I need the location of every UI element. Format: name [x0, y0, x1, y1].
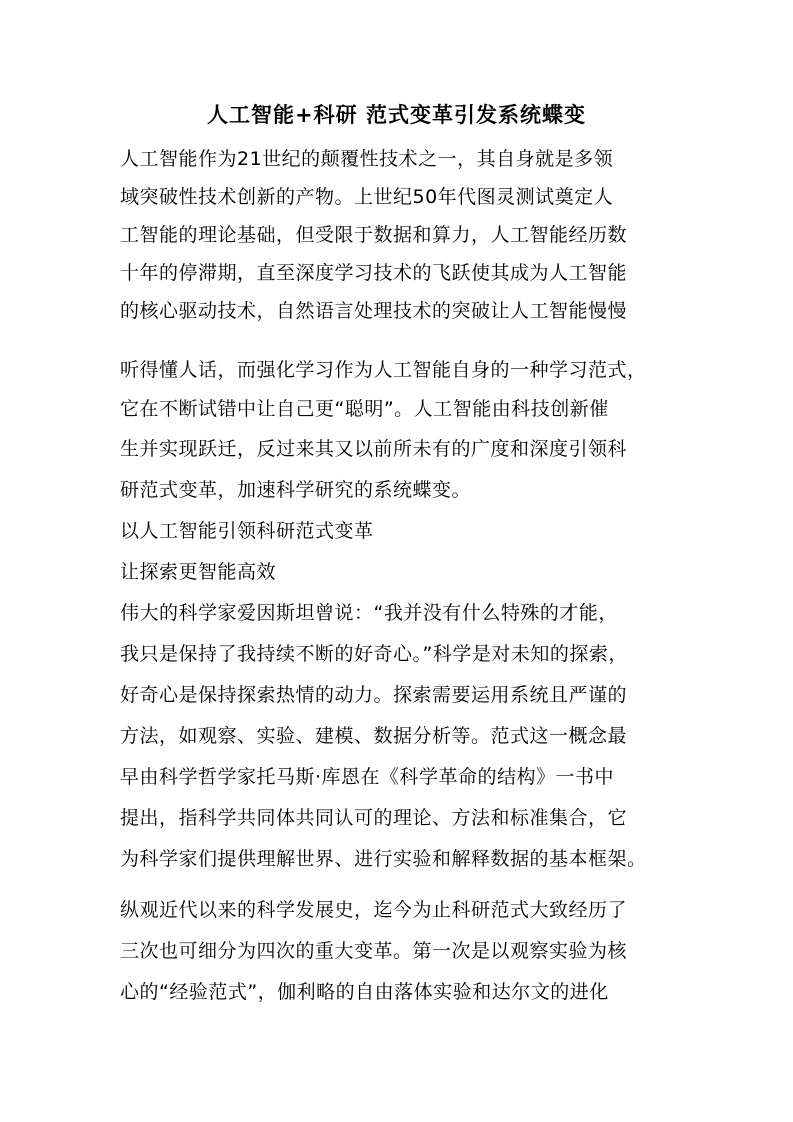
- body-line: 好奇心是保持探索热情的动力。探索需要运用系统且严谨的: [120, 684, 628, 706]
- body-line: 心的“经验范式”，伽利略的自由落体实验和达尔文的进化: [120, 981, 609, 1003]
- body-line: 工智能的理论基础，但受限于数据和算力，人工智能经历数: [120, 224, 628, 246]
- body-line: 提出，指科学共同体共同认可的理论、方法和标准集合，它: [120, 807, 628, 829]
- body-line: 它在不断试错中让自己更“聪明”。人工智能由科技创新催: [120, 398, 609, 420]
- body-line: 的核心驱动技术，自然语言处理技术的突破让人工智能慢慢: [120, 300, 628, 322]
- body-line: 伟大的科学家爱因斯坦曾说：“我并没有什么特殊的才能，: [120, 602, 618, 624]
- body-line: 研范式变革，加速科学研究的系统蝶变。: [120, 479, 472, 501]
- body-line: 生并实现跃迁，反过来其又以前所未有的广度和深度引领科: [120, 438, 628, 460]
- body-line: 人工智能作为21世纪的颠覆性技术之一，其自身就是多领: [120, 148, 614, 170]
- body-line: 方法，如观察、实验、建模、数据分析等。范式这一概念最: [120, 725, 628, 747]
- body-line: 为科学家们提供理解世界、进行实验和解释数据的基本框架。: [120, 848, 647, 870]
- section-heading: 让探索更智能高效: [120, 561, 277, 583]
- document-title: 人工智能+科研 范式变革引发系统蝶变: [207, 103, 586, 127]
- body-line: 听得懂人话，而强化学习作为人工智能自身的一种学习范式，: [120, 359, 647, 381]
- body-line: 三次也可细分为四次的重大变革。第一次是以观察实验为核: [120, 940, 628, 962]
- section-heading: 以人工智能引领科研范式变革: [120, 520, 374, 542]
- body-line: 十年的停滞期，直至深度学习技术的飞跃使其成为人工智能: [120, 262, 628, 284]
- body-line: 纵观近代以来的科学发展史，迄今为止科研范式大致经历了: [120, 899, 628, 921]
- body-line: 我只是保持了我持续不断的好奇心。”科学是对未知的探索，: [120, 643, 628, 665]
- body-line: 域突破性技术创新的产物。上世纪50年代图灵测试奠定人: [120, 186, 614, 208]
- body-line: 早由科学哲学家托马斯·库恩在《科学革命的结构》一书中: [120, 766, 615, 788]
